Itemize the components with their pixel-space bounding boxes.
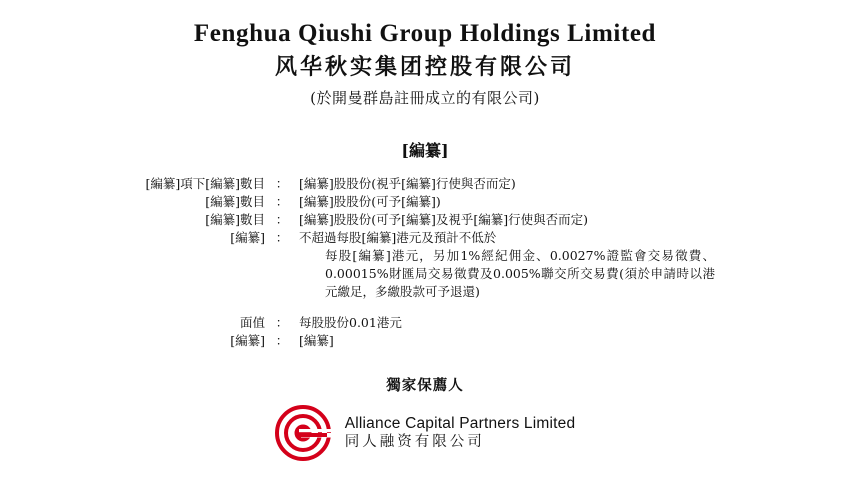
term-colon: ： <box>275 176 289 191</box>
term-row <box>105 314 745 332</box>
term-row <box>105 332 745 350</box>
term-colon: ： <box>275 230 289 245</box>
term-row <box>105 175 745 193</box>
term-value: [編纂] <box>299 333 334 348</box>
sponsor-heading: 獨家保薦人 <box>386 377 464 394</box>
term-colon: ： <box>275 333 289 348</box>
term-label: [編纂]數目 <box>205 194 265 209</box>
term-label: [編纂] <box>230 230 265 245</box>
term-colon: ： <box>275 212 289 227</box>
sponsor-logo-block <box>40 405 810 461</box>
term-label: 面值 <box>239 315 265 330</box>
term-value: [編纂]股股份(可予[編纂]) <box>299 194 441 209</box>
sponsor-name-english: Alliance Capital Partners Limited <box>344 414 576 432</box>
offering-section-heading: [編纂] <box>401 141 449 160</box>
term-row <box>105 211 745 229</box>
term-value-line: 不超過每股[編纂]港元及預計不低於 <box>299 230 497 245</box>
term-value: [編纂]股股份(視乎[編纂]行使與否而定) <box>299 176 516 191</box>
term-label: [編纂] <box>230 333 265 348</box>
sponsor-name-chinese: 同人融资有限公司 <box>344 433 485 450</box>
company-name-chinese: 风华秋实集团控股有限公司 <box>274 54 575 80</box>
incorporation-note: (於開曼群島註冊成立的有限公司) <box>310 89 540 107</box>
term-row <box>105 229 745 301</box>
term-value <box>299 229 745 301</box>
offering-terms-table <box>105 175 745 350</box>
company-name-english: Fenghua Qiushi Group Holdings Limited <box>193 20 657 47</box>
term-value: [編纂]股股份(可予[編纂]及視乎[編纂]行使與否而定) <box>299 212 589 227</box>
term-value-continuation: 每股[編纂]港元，另加1%經紀佣金、0.0027%證監會交易徵費、0.00015%財匯局交易徵費及0.005%聯交所交易費(須於申請時以港元繳足，多繳股款可予退還) <box>325 248 715 299</box>
term-colon: ： <box>275 315 289 330</box>
term-label: [編纂]項下[編纂]數目 <box>145 176 265 191</box>
term-label: [編纂]數目 <box>205 212 265 227</box>
term-value: 每股股份0.01港元 <box>299 315 402 330</box>
sponsor-names <box>345 415 576 452</box>
alliance-capital-logo-icon <box>275 405 331 461</box>
term-colon: ： <box>275 194 289 209</box>
term-row <box>105 193 745 211</box>
spacer <box>105 301 745 314</box>
